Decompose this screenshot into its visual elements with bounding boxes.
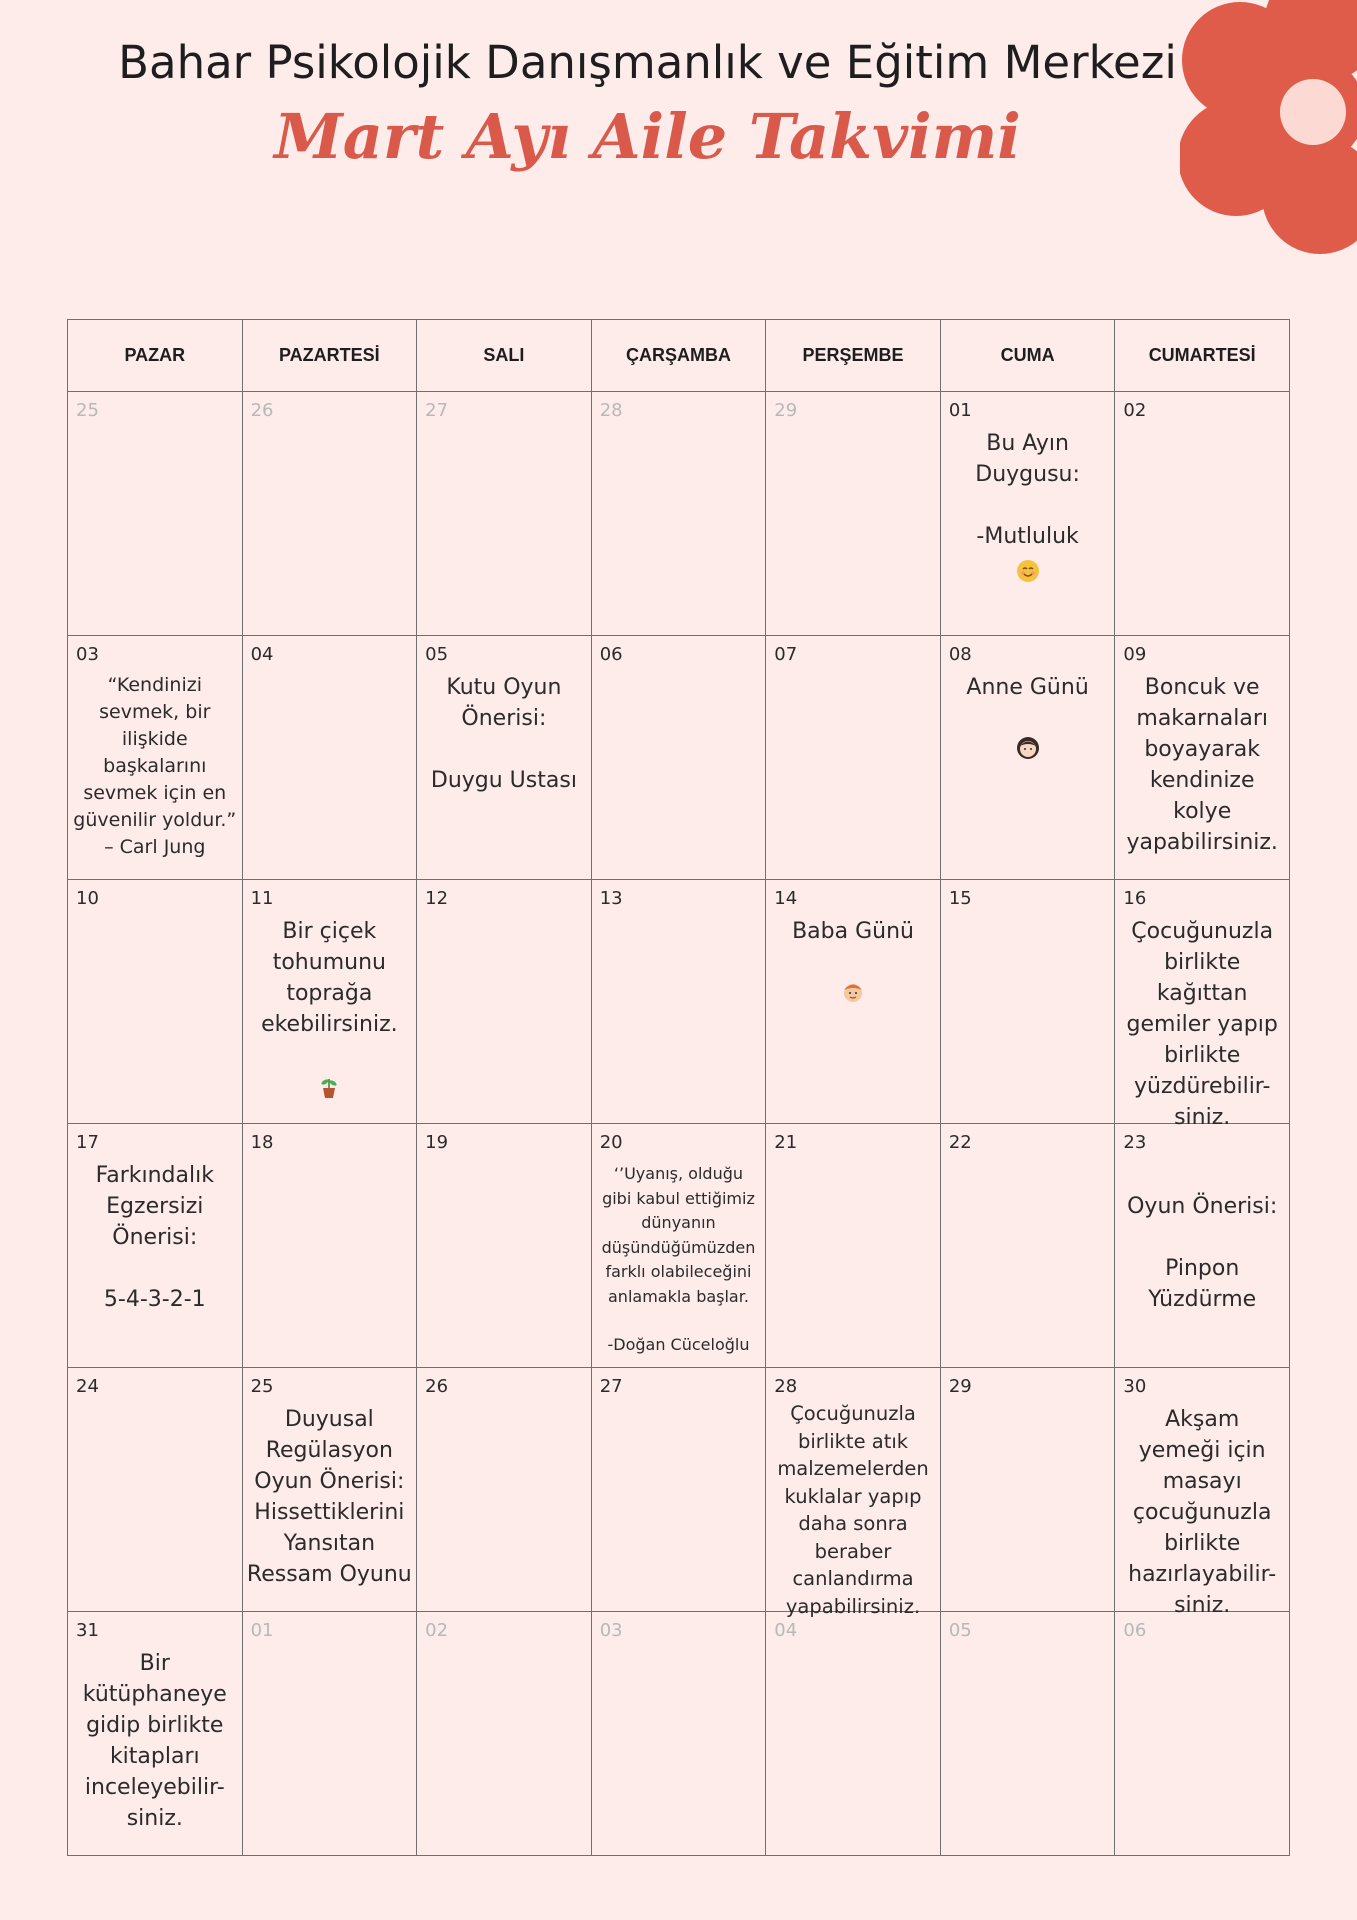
event-line: Egzersizi [106,1194,204,1219]
day-number: 10 [76,888,99,909]
event-line: kütüphaneye [82,1682,227,1707]
day-event-text [1115,1160,1289,1315]
calendar-day-cell [940,1612,1115,1856]
event-line: siniz. [126,1806,183,1831]
event-line: Bir [139,1651,170,1676]
calendar-week-row [68,1612,1290,1856]
weekday-header: CUMARTESİ [1115,320,1290,392]
event-line: makarnaları [1136,706,1268,731]
calendar-day-cell [417,392,592,636]
day-event-text [941,672,1115,770]
day-number: 05 [948,1620,972,1641]
line-gap [70,1253,240,1284]
event-line: güvenilir yoldur.” [73,809,237,831]
day-event-text [68,1160,242,1315]
event-line: düşündüğümüzden [601,1237,756,1257]
day-number: 26 [250,400,274,421]
calendar-grid [67,319,1290,1856]
event-line: Akşam [1165,1407,1240,1432]
calendar-day-cell [242,392,417,636]
event-line: Yüzdürme [1148,1287,1257,1312]
event-line: Ressam Oyunu [246,1562,412,1587]
calendar-day-cell [68,392,243,636]
event-line: Farkındalık [95,1163,214,1188]
day-number: 07 [774,644,798,665]
weekday-header: SALI [417,320,592,392]
event-line: hazırlayabilir- [1128,1562,1277,1587]
potted-plant-icon [245,1074,415,1109]
event-line: gemiler yapıp [1126,1012,1278,1037]
day-event-text [1115,1404,1289,1621]
day-number: 19 [425,1132,449,1153]
calendar-day-cell [1115,636,1290,880]
calendar-week-row [68,880,1290,1124]
calendar-day-cell [242,636,417,880]
day-number: 09 [1123,644,1147,665]
day-number: 20 [599,1132,623,1153]
event-line: anlamakla başlar. [608,1286,749,1306]
weekday-header: ÇARŞAMBA [591,320,766,392]
day-number: 25 [76,400,99,421]
calendar-day-cell [242,1612,417,1856]
weekday-header: PERŞEMBE [766,320,941,392]
calendar-week-row [68,1368,1290,1612]
calendar-day-cell [940,392,1115,636]
day-number: 30 [1123,1376,1147,1397]
day-number: 02 [1123,400,1147,421]
day-number: 22 [948,1132,972,1153]
event-line: sevmek, bir [99,701,211,723]
day-number: 27 [425,400,449,421]
event-line: -Mutluluk [976,524,1079,549]
event-line: Yansıtan [283,1531,376,1556]
day-number: 05 [425,644,449,665]
calendar-day-cell [591,1124,766,1368]
smiling-face-icon [943,558,1113,593]
day-event-text [68,1648,242,1834]
calendar-day-cell [68,1368,243,1612]
event-line: -Doğan Cüceloğlu [607,1335,750,1354]
calendar-day-cell [1115,1612,1290,1856]
calendar-week-row [68,392,1290,636]
calendar-day-cell [766,1612,941,1856]
day-number: 16 [1123,888,1147,909]
event-line: kolye [1173,799,1232,824]
event-line: siniz. [1174,1593,1231,1618]
calendar-day-cell [68,1612,243,1856]
calendar-day-cell [417,636,592,880]
day-number: 03 [599,1620,623,1641]
calendar-day-cell [766,636,941,880]
event-line: tohumunu [272,950,386,975]
day-number: 03 [76,644,99,665]
calendar-day-cell [766,392,941,636]
event-line: Duygusu: [975,462,1080,487]
calendar-day-cell [591,880,766,1124]
event-line: – Carl Jung [104,836,206,858]
event-line: Bir çiçek [282,919,377,944]
event-line: kendinize [1149,768,1255,793]
calendar-day-cell [417,880,592,1124]
weekday-header: PAZARTESİ [242,320,417,392]
day-event-text [1115,916,1289,1133]
calendar-day-cell [417,1124,592,1368]
calendar-day-cell [1115,392,1290,636]
event-line: Hissettiklerini [254,1500,405,1525]
calendar-day-cell [591,1368,766,1612]
day-event-text [243,1404,417,1590]
day-number: 04 [250,644,274,665]
event-line: kuklalar yapıp [784,1484,922,1508]
day-event-text [1115,672,1289,858]
day-number: 24 [76,1376,99,1397]
event-line: sevmek için en [83,782,227,804]
event-line: Çocuğunuzla [1131,919,1274,944]
event-line: yapabilirsiniz. [1126,830,1278,855]
event-line: 5-4-3-2-1 [103,1287,206,1312]
event-line: Oyun Önerisi: [1127,1194,1278,1219]
calendar-week-row [68,636,1290,880]
organization-name: Bahar Psikolojik Danışmanlık ve Eğitim Merkezi [118,36,1177,89]
calendar-day-cell [591,392,766,636]
calendar-day-cell [417,1612,592,1856]
day-number: 27 [599,1376,623,1397]
line-gap [1117,1222,1287,1253]
event-line: yemeği için [1138,1438,1266,1463]
calendar-day-cell [940,1368,1115,1612]
event-line: kitapları [109,1744,200,1769]
event-line: birlikte [1164,950,1241,975]
event-line: Baba Günü [792,919,914,944]
man-face-icon [768,979,938,1014]
day-number: 23 [1123,1132,1147,1153]
calendar-day-cell [68,636,243,880]
event-line: kağıttan [1156,981,1248,1006]
event-line: malzemelerden [777,1457,929,1480]
day-number: 28 [774,1376,798,1397]
calendar-day-cell [417,1368,592,1612]
calendar-day-cell [242,880,417,1124]
day-number: 01 [250,1620,274,1641]
day-number: 15 [948,888,972,909]
day-number: 26 [425,1376,449,1397]
calendar-day-cell [591,1612,766,1856]
day-number: 02 [425,1620,449,1641]
event-line: yüzdürebilir- [1133,1074,1271,1099]
event-line: Duyusal [284,1407,374,1432]
event-line: Anne Günü [966,675,1089,700]
day-event-text [243,916,417,1109]
calendar-day-cell [242,1124,417,1368]
calendar-week-row [68,1124,1290,1368]
event-line: daha sonra [798,1512,908,1535]
event-line: Çocuğunuzla [790,1402,916,1425]
event-line: birlikte atık [797,1429,909,1453]
day-number: 17 [76,1132,99,1153]
event-line: dünyanın [641,1213,716,1232]
event-line: ilişkide [121,728,188,750]
event-line: canlandırma [792,1567,914,1590]
event-line: inceleyebilir- [84,1775,225,1800]
event-line: birlikte [1164,1043,1241,1068]
event-line: Pinpon [1165,1256,1240,1281]
day-number: 28 [599,400,623,421]
day-number: 06 [1123,1620,1147,1641]
day-number: 18 [250,1132,274,1153]
event-line: beraber [814,1539,892,1563]
weekday-header: CUMA [940,320,1115,392]
event-line: ‘’Uyanış, olduğu [613,1164,743,1183]
day-number: 04 [774,1620,798,1641]
day-number: 08 [948,644,972,665]
woman-face-icon [943,735,1113,770]
day-number: 01 [948,400,972,421]
calendar-day-cell [591,636,766,880]
day-event-text [417,672,591,796]
event-line: ekebilirsiniz. [261,1012,398,1037]
day-number: 11 [250,888,274,909]
event-line: Önerisi: [461,706,547,731]
day-event-text [592,1162,766,1358]
day-number: 25 [250,1376,274,1397]
day-number: 29 [774,400,798,421]
event-line: Boncuk ve [1144,675,1260,700]
calendar-day-cell [242,1368,417,1612]
calendar-day-cell [766,880,941,1124]
line-gap [419,734,589,765]
event-line: siniz. [1174,1105,1231,1130]
event-line: Kutu Oyun [446,675,562,700]
event-line: çocuğunuzla [1132,1500,1272,1525]
day-event-text [766,1400,940,1620]
day-event-text [68,672,242,861]
event-line: gibi kabul ettiğimiz [602,1188,755,1208]
calendar-day-cell [68,1124,243,1368]
event-line: farklı olabileceğini [605,1262,752,1281]
event-line: masayı [1162,1469,1242,1494]
day-number: 12 [425,888,449,909]
day-event-text [941,428,1115,593]
day-number: 21 [774,1132,798,1153]
event-line: Bu Ayın [986,431,1069,456]
calendar-day-cell [940,636,1115,880]
line-gap [943,490,1113,521]
event-line: başkalarını [103,755,207,777]
day-number: 06 [599,644,623,665]
event-line: birlikte [1164,1531,1241,1556]
event-line: Regülasyon [265,1438,393,1463]
event-line: yapabilirsiniz. [785,1594,921,1618]
weekday-header: PAZAR [68,320,243,392]
calendar-day-cell [1115,1368,1290,1618]
day-event-text [766,916,940,1014]
day-number: 31 [76,1620,99,1641]
event-line: Önerisi: [112,1225,198,1250]
line-gap [594,1309,764,1333]
day-number: 14 [774,888,798,909]
event-line: toprağa [286,981,373,1006]
event-line: “Kendinizi [107,674,202,696]
calendar-day-cell [1115,1124,1290,1368]
calendar-title: Mart Ayı Aile Takvimi [274,100,1021,173]
calendar-day-cell [940,1124,1115,1368]
calendar-day-cell [1115,880,1290,1130]
calendar-day-cell [940,880,1115,1124]
line-gap [1117,1160,1287,1191]
day-number: 29 [948,1376,972,1397]
weekday-header-row [68,320,1290,392]
day-number: 13 [599,888,623,909]
calendar-day-cell [68,880,243,1124]
event-line: Oyun Önerisi: [254,1469,405,1494]
event-line: boyayarak [1144,737,1261,762]
event-line: Duygu Ustası [430,768,577,793]
calendar-day-cell [766,1124,941,1368]
event-line: gidip birlikte [86,1713,224,1738]
calendar-day-cell [766,1368,941,1618]
